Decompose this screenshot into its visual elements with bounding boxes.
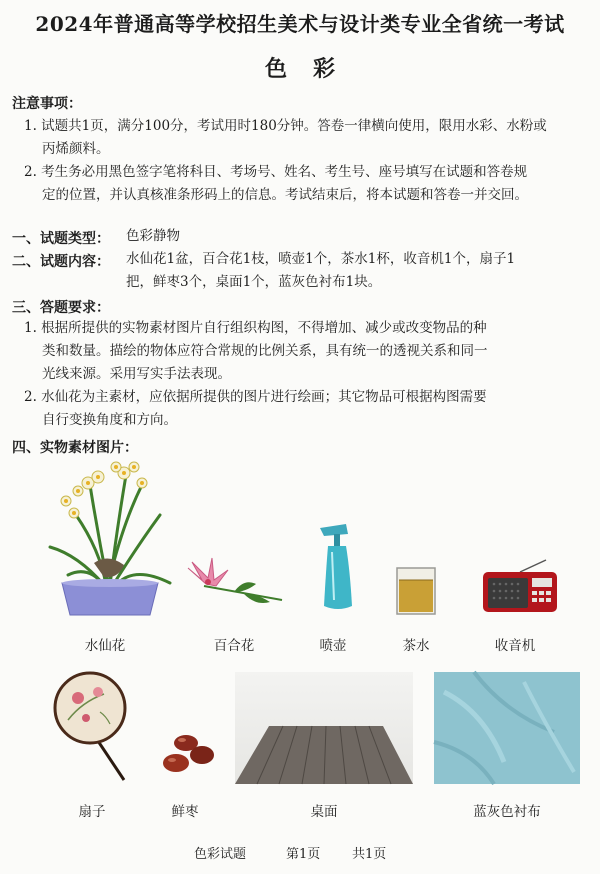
label-radio: 收音机 xyxy=(494,638,536,654)
label-sprayer: 喷壶 xyxy=(319,638,347,654)
label-fan: 扇子 xyxy=(78,804,106,820)
radio-image xyxy=(480,558,560,614)
narcissus-image xyxy=(38,455,178,625)
section-2-heading: 二、试题内容： xyxy=(12,254,110,270)
section-1-text: 色彩静物 xyxy=(126,228,180,244)
section-3-item-1-line-3: 光线来源。采用写实手法表现。 xyxy=(42,366,231,382)
section-2-line-1: 水仙花1盆，百合花1枝，喷壶1个，茶水1杯，收音机1个，扇子1 xyxy=(126,251,516,267)
footer-page-number: 第1页 xyxy=(286,847,321,862)
section-3-item-1-line-2: 类和数量。描绘的物体应符合常规的比例关系，具有统一的透视关系和同一 xyxy=(42,343,488,359)
section-3-item-2-line-1: 2. 水仙花为主素材，应依据所提供的图片进行绘画；其它物品可根据构图需要 xyxy=(24,389,487,405)
footer-page-total: 共1页 xyxy=(352,847,387,862)
dates-image xyxy=(160,733,220,775)
label-lily: 百合花 xyxy=(213,638,255,654)
fan-image xyxy=(52,672,132,786)
lily-image xyxy=(184,558,284,618)
notice-item-1-line-2: 丙烯颜料。 xyxy=(42,141,110,157)
label-dates: 鲜枣 xyxy=(171,804,199,820)
notice-item-2-line-1: 2. 考生务必用黑色签字笔将科目、考场号、姓名、考生号、座号填写在试题和答卷规 xyxy=(24,164,528,180)
label-tea: 茶水 xyxy=(402,638,430,654)
section-1-heading: 一、试题类型： xyxy=(12,231,110,247)
notice-item-2-line-2: 定的位置，并认真核准条形码上的信息。考试结束后，将本试题和答卷一并交回。 xyxy=(42,187,528,203)
cloth-image xyxy=(434,672,580,784)
section-4-heading: 四、实物素材图片： xyxy=(12,440,138,456)
exam-subject: 色彩 xyxy=(264,56,361,82)
section-3-item-2-line-2: 自行变换角度和方向。 xyxy=(42,412,177,428)
section-2-line-2: 把，鲜枣3个，桌面1个，蓝灰色衬布1块。 xyxy=(126,274,382,290)
notice-heading: 注意事项： xyxy=(12,96,82,112)
section-3-heading: 三、答题要求： xyxy=(12,300,110,316)
notice-item-1-line-1: 1. 试题共1页，满分100分，考试用时180分钟。答卷一律横向使用，限用水彩、水粉或 xyxy=(24,118,547,134)
label-table: 桌面 xyxy=(310,804,338,820)
footer-subject: 色彩试题 xyxy=(194,847,247,862)
exam-title: 2024年普通高等学校招生美术与设计类专业全省统一考试 xyxy=(35,12,565,36)
label-narcissus: 水仙花 xyxy=(84,638,126,654)
label-cloth: 蓝灰色衬布 xyxy=(473,804,541,820)
sprayer-image xyxy=(312,520,362,612)
section-3-item-1-line-1: 1. 根据所提供的实物素材图片自行组织构图，不得增加、减少或改变物品的种 xyxy=(24,320,487,336)
tea-image xyxy=(395,566,437,616)
table-image xyxy=(235,672,413,784)
